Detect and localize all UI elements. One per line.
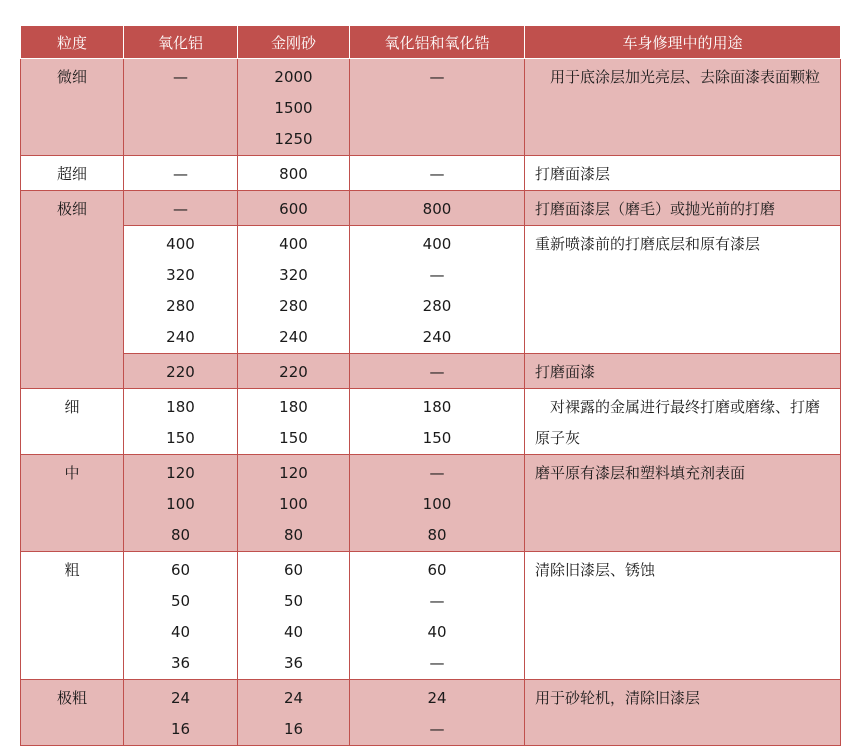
alumina-cell <box>124 59 238 156</box>
cell-value: 100 <box>166 495 195 513</box>
cell-value: — <box>429 654 445 672</box>
alumina-zirconia-cell <box>350 552 525 680</box>
usage-cell: 打磨面漆 <box>525 354 841 389</box>
cell-value: 220 <box>166 363 195 381</box>
emery-cell <box>238 59 350 156</box>
table-row <box>21 680 841 746</box>
usage-cell: 打磨面漆层 <box>525 156 841 191</box>
alumina-zirconia-cell <box>350 455 525 552</box>
cell-value: 280 <box>166 297 195 315</box>
cell-value: 24 <box>170 689 191 707</box>
cell-value: 240 <box>279 328 308 346</box>
cell-value: 180 <box>166 398 195 416</box>
emery-cell <box>238 226 350 354</box>
table-row <box>21 552 841 680</box>
grade-cell: 微细 <box>21 59 124 156</box>
cell-value: — <box>173 165 188 183</box>
alumina-cell <box>124 226 238 354</box>
grade-cell: 极粗 <box>21 680 124 746</box>
table-row <box>21 156 841 191</box>
cell-value: 150 <box>422 429 452 447</box>
cell-value: 120 <box>166 464 195 482</box>
alumina-zirconia-cell <box>350 191 525 226</box>
cell-value: 100 <box>422 495 452 513</box>
cell-value: 36 <box>283 654 304 672</box>
cell-value: 24 <box>427 689 447 707</box>
emery-cell <box>238 389 350 455</box>
cell-value: 80 <box>427 526 447 544</box>
alumina-cell <box>124 191 238 226</box>
emery-cell <box>238 156 350 191</box>
cell-value: 800 <box>422 200 452 218</box>
alumina-cell <box>124 552 238 680</box>
cell-value: 16 <box>170 720 191 738</box>
cell-value: — <box>429 720 445 738</box>
cell-value: — <box>429 165 445 183</box>
cell-value: 180 <box>279 398 308 416</box>
cell-value: 400 <box>279 235 308 253</box>
cell-value: 2000 <box>274 68 313 86</box>
grit-table-container <box>20 25 841 746</box>
emery-cell <box>238 191 350 226</box>
cell-value: 280 <box>279 297 308 315</box>
emery-cell <box>238 680 350 746</box>
cell-value: 320 <box>279 266 308 284</box>
table-row <box>21 354 841 389</box>
cell-value: 320 <box>166 266 195 284</box>
cell-value: 220 <box>279 363 308 381</box>
alumina-zirconia-cell <box>350 59 525 156</box>
header-grade: 粒度 <box>21 26 124 59</box>
table-header-row <box>21 26 841 59</box>
cell-value: 240 <box>166 328 195 346</box>
cell-value: — <box>429 68 445 86</box>
cell-value: 240 <box>422 328 452 346</box>
cell-value: 40 <box>170 623 191 641</box>
cell-value: 80 <box>170 526 191 544</box>
usage-cell: 清除旧漆层、锈蚀 <box>525 552 841 680</box>
cell-value: 40 <box>283 623 304 641</box>
usage-cell: 对裸露的金属进行最终打磨或磨缘、打磨原子灰 <box>525 389 841 455</box>
table-row <box>21 389 841 455</box>
table-row <box>21 455 841 552</box>
usage-cell: 重新喷漆前的打磨底层和原有漆层 <box>525 226 841 354</box>
cell-value: 16 <box>283 720 304 738</box>
cell-value: — <box>173 68 188 86</box>
cell-value: 50 <box>283 592 304 610</box>
cell-value: 180 <box>422 398 452 416</box>
emery-cell <box>238 455 350 552</box>
alumina-zirconia-cell <box>350 226 525 354</box>
alumina-cell <box>124 455 238 552</box>
cell-value: — <box>429 363 445 381</box>
alumina-zirconia-cell <box>350 680 525 746</box>
usage-cell: 用于砂轮机，清除旧漆层 <box>525 680 841 746</box>
cell-value: 60 <box>283 561 304 579</box>
emery-cell <box>238 354 350 389</box>
cell-value: 50 <box>170 592 191 610</box>
grade-cell: 粗 <box>21 552 124 680</box>
alumina-cell <box>124 156 238 191</box>
cell-value: 1500 <box>274 99 313 117</box>
cell-value: 120 <box>279 464 308 482</box>
cell-value: 24 <box>283 689 304 707</box>
cell-value: — <box>429 266 445 284</box>
cell-value: 150 <box>279 429 308 447</box>
cell-value: 150 <box>166 429 195 447</box>
header-usage: 车身修理中的用途 <box>525 26 841 59</box>
emery-cell <box>238 552 350 680</box>
cell-value: — <box>429 464 445 482</box>
usage-cell: 打磨面漆层（磨毛）或抛光前的打磨 <box>525 191 841 226</box>
cell-value: 100 <box>279 495 308 513</box>
cell-value: 60 <box>427 561 447 579</box>
usage-cell: 用于底涂层加光亮层、去除面漆表面颗粒 <box>525 59 841 156</box>
cell-value: 400 <box>166 235 195 253</box>
cell-value: 280 <box>422 297 452 315</box>
alumina-cell <box>124 389 238 455</box>
cell-value: 400 <box>422 235 452 253</box>
grade-cell: 超细 <box>21 156 124 191</box>
cell-value: 600 <box>279 200 308 218</box>
table-row <box>21 191 841 226</box>
header-aluminum-oxide: 氧化铝 <box>124 26 238 59</box>
header-alumina-zirconia: 氧化铝和氧化锆 <box>350 26 525 59</box>
cell-value: 80 <box>283 526 304 544</box>
alumina-cell <box>124 354 238 389</box>
grade-cell: 中 <box>21 455 124 552</box>
alumina-zirconia-cell <box>350 156 525 191</box>
grade-cell: 细 <box>21 389 124 455</box>
cell-value: 40 <box>427 623 447 641</box>
alumina-zirconia-cell <box>350 354 525 389</box>
cell-value: 36 <box>170 654 191 672</box>
cell-value: 60 <box>170 561 191 579</box>
grade-cell: 极细 <box>21 191 124 389</box>
alumina-cell <box>124 680 238 746</box>
cell-value: 800 <box>279 165 308 183</box>
table-row <box>21 226 841 354</box>
cell-value: 1250 <box>274 130 313 148</box>
table-row <box>21 59 841 156</box>
abrasive-grit-table <box>20 25 841 746</box>
alumina-zirconia-cell <box>350 389 525 455</box>
cell-value: — <box>429 592 445 610</box>
header-emery: 金刚砂 <box>238 26 350 59</box>
cell-value: — <box>173 200 188 218</box>
usage-cell: 磨平原有漆层和塑料填充剂表面 <box>525 455 841 552</box>
